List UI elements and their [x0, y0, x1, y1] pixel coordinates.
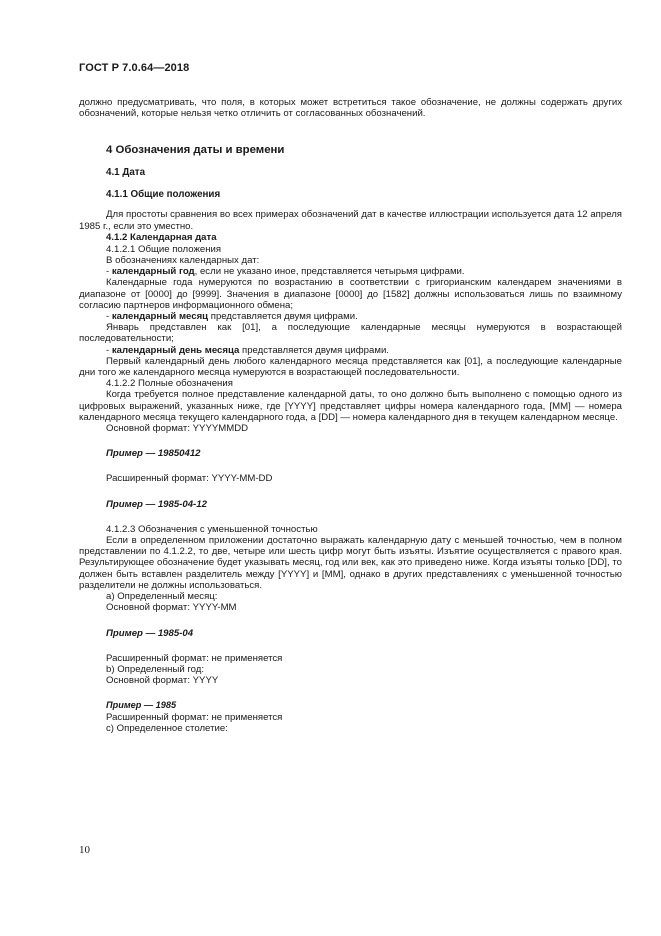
section-4-1-2-3-text: Если в определенном приложении достаточно выражать календарную дату с меньшей точностью, чем в полном представлении по 4.1.2.2, то две, четыре или шесть цифр могут быть изъяты. Изъятие осуществляется с правого края. Результирующее обозначение будет указывать месяц, год или век, как это приведено ниже. Когда изъяты только [DD], то должен быть вставлен разделитель между [YYYY] и [MM], однако в других представлениях с уменьшенной точностью разделители не должны использоваться.	[79, 535, 622, 591]
extended-format-full: Расширенный формат: YYYY-MM-DD	[106, 473, 273, 485]
item-a-extended: Расширенный формат: не применяется	[106, 652, 283, 664]
section-4-1-1-heading: 4.1.1 Общие положения	[106, 189, 221, 201]
year-term: календарный год	[111, 266, 195, 278]
section-4-1-2-heading: 4.1.2 Календарная дата	[106, 231, 217, 243]
section-4-1-2-2-text: Когда требуется полное представление календарной даты, то оно должно быть выполнено с помощью одного из цифровых выражений, указанных ниже, где [YYYY] представляет цифры номера календарного года, [MM] — номера календарного месяца текущего календарного года, а [DD] — номера календарного дня в текущем календарном месяце.	[79, 389, 622, 423]
day-item: - календарный день месяца представляется двумя цифрами.	[106, 344, 389, 356]
section-4-1-2-1-heading: 4.1.2.1 Общие положения	[106, 243, 222, 255]
example-month: Пример — 1985-04	[106, 627, 194, 639]
example-extended-full: Пример — 1985-04-12	[106, 498, 207, 510]
item-c-label: с) Определенное столетие:	[106, 722, 228, 734]
document-header: ГОСТ Р 7.0.64—2018	[79, 62, 190, 74]
document-body	[79, 97, 622, 734]
month-term: календарный месяц	[111, 311, 209, 323]
section-4-heading: 4 Обозначения даты и времени	[106, 144, 285, 157]
section-4-1-heading: 4.1 Дата	[106, 167, 146, 179]
calendar-dates-intro: В обозначениях календарных дат:	[106, 255, 260, 267]
day-term: календарный день месяца	[111, 344, 240, 356]
month-description: Январь представлен как [01], а последующие календарные месяцы нумеруются в возрастающей последовательности;	[79, 322, 622, 345]
item-a-basic: Основной формат: YYYY-MM	[106, 602, 237, 614]
section-4-1-2-2-heading: 4.1.2.2 Полные обозначения	[106, 378, 233, 390]
month-item: - календарный месяц представляется двумя цифрами.	[106, 311, 358, 323]
item-b-label: b) Определенный год:	[106, 663, 205, 675]
basic-format-full: Основной формат: YYYYMMDD	[106, 423, 249, 435]
item-b-extended: Расширенный формат: не применяется	[106, 711, 283, 723]
page-number: 10	[79, 844, 90, 856]
item-a-label: а) Определенный месяц:	[106, 591, 218, 603]
section-4-1-2-3-heading: 4.1.2.3 Обозначения с уменьшенной точностью	[106, 523, 318, 535]
month-rest: представляется двумя цифрами.	[208, 311, 358, 323]
item-b-basic: Основной формат: YYYY	[106, 675, 219, 687]
year-item: - календарный год, если не указано иное, представляется четырьмя цифрами.	[106, 266, 465, 278]
intro-paragraph: должно предусматривать, что поля, в которых может встретиться такое обозначение, не должны содержать других обозначений, которые нельзя четко отличить от согласованных обозначений.	[79, 97, 622, 120]
year-description: Календарные года нумеруются по возрастанию в соответствии с григорианским календарем значениями в диапазоне от [0000] до [9999]. Значения в диапазоне [0000] до [1582] должны использоваться лишь по взаимному согласию партнеров информационного обмена;	[79, 277, 622, 311]
example-basic-full: Пример — 19850412	[106, 448, 201, 460]
day-description: Первый календарный день любого календарного месяца представляется как [01], а последующие календарные дни того же календарного месяца нумеруются в возрастающей последовательности.	[79, 355, 622, 379]
example-year: Пример — 1985	[106, 700, 177, 711]
year-rest: , если не указано иное, представляется четырьмя цифрами.	[194, 266, 465, 278]
section-4-1-1-text: Для простоты сравнения во всех примерах обозначений дат в качестве иллюстрации используется дата 12 апреля 1985 г., если это уместно.	[79, 209, 622, 232]
day-rest: представляется двумя цифрами.	[239, 344, 389, 356]
